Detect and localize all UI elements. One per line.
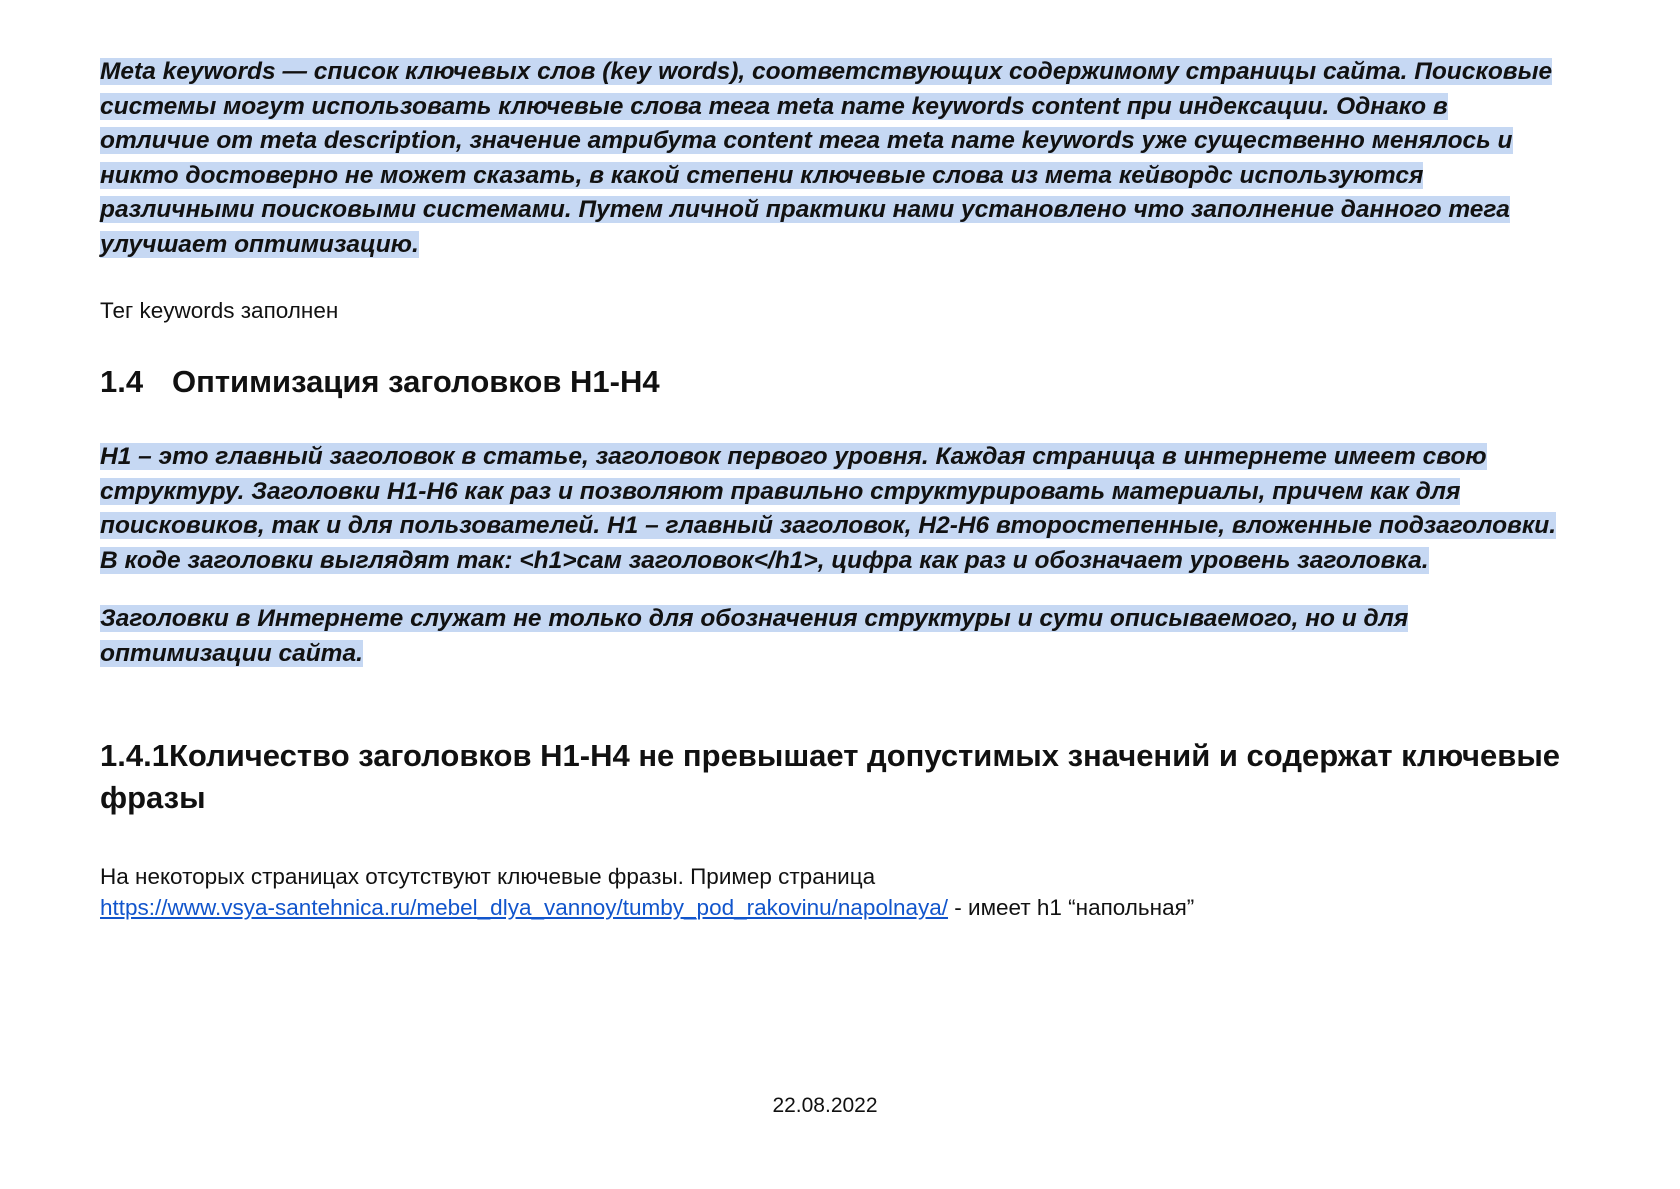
footer-date: 22.08.2022	[772, 1094, 878, 1117]
meta-keywords-paragraph	[100, 55, 1560, 262]
finding-paragraph	[100, 861, 1600, 923]
section-1-4-1-title: Количество заголовков H1-H4 не превышает допустимых значений и содержат ключевые фразы	[100, 738, 1561, 815]
keywords-status-text: Тег keywords заполнен	[100, 298, 339, 323]
section-1-4-1-heading	[100, 735, 1580, 819]
finding-text: На некоторых страницах отсутствуют ключевые фразы. Пример страница	[100, 864, 876, 889]
meta-keywords-text: Meta keywords — список ключевых слов (key words), соответствующих содержимому страницы сайта. Поисковые системы могут использовать ключевые слова тега meta name keywords content при индексации. Однако в отличие от meta description, значение атрибута content тега meta name keywords уже существенно менялось и никто достоверно не может сказать, в какой степени ключевые слова из мета кейвордс используются различными поисковыми системами. Путем личной практики нами установлено что заполнение данного тега улучшает оптимизацию.	[100, 58, 1553, 258]
headings-purpose-paragraph	[100, 602, 1560, 671]
example-page-link[interactable]: https://www.vsya-santehnica.ru/mebel_dlya_vannoy/tumby_pod_rakovinu/napolnaya/	[100, 895, 949, 920]
headings-purpose-text: Заголовки в Интернете служат не только для обозначения структуры и сути описываемого, но и для оптимизации сайта.	[100, 605, 1409, 667]
document-page	[100, 55, 1600, 923]
section-1-4-1-number: 1.4.1	[100, 738, 169, 773]
h1-intro-text: H1 – это главный заголовок в статье, заголовок первого уровня. Каждая страница в интернете имеет свою структуру. Заголовки H1-H6 как раз и позволяют правильно структурировать материалы, причем как для поисковиков, так и для пользователей. H1 – главный заголовок, H2-H6 второстепенные, вложенные подзаголовки. В коде заголовки выглядят так: <h1>сам заголовок</h1>, цифра как раз и обозначает уровень заголовка.	[100, 443, 1557, 574]
section-1-4-title: Оптимизация заголовков H1-H4	[172, 364, 660, 399]
section-1-4-heading	[100, 362, 1600, 402]
section-1-4-number: 1.4	[100, 364, 144, 399]
finding-suffix: - имеет h1 “напольная”	[948, 895, 1195, 920]
h1-intro-paragraph	[100, 440, 1570, 578]
